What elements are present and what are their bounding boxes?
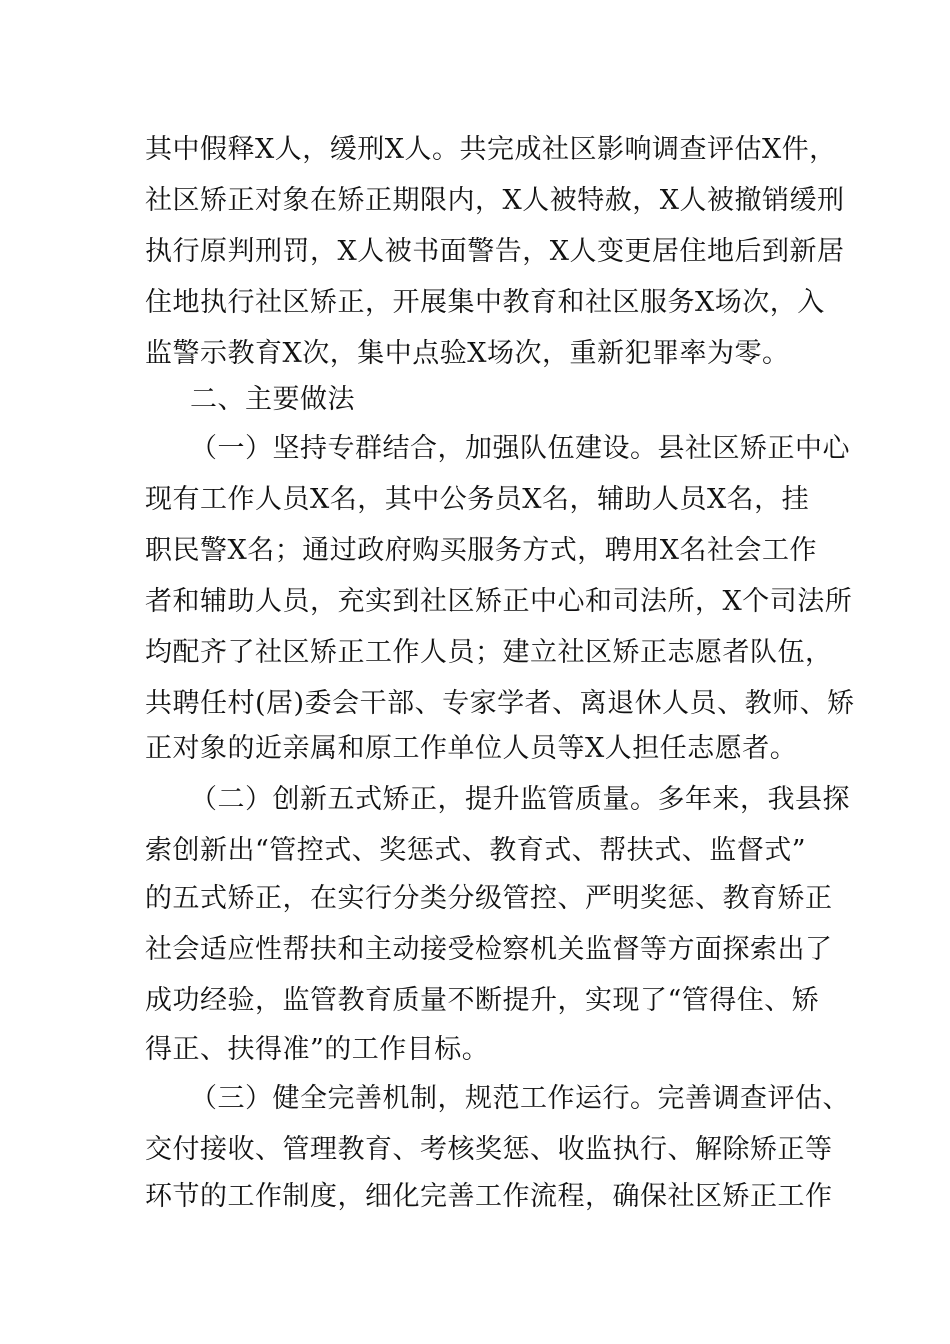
text-line: （三）健全完善机制，规范工作运行。完善调查评估、 [190, 1083, 850, 1114]
section-heading: 二、主要做法 [190, 384, 355, 415]
text-line: 监警示教育X次，集中点验X场次，重新犯罪率为零。 [145, 338, 790, 369]
text-line: 职民警X名；通过政府购买服务方式，聘用X名社会工作 [145, 535, 817, 566]
text-line: 住地执行社区矫正，开展集中教育和社区服务X场次，入 [145, 287, 825, 318]
text-line: （一）坚持专群结合，加强队伍建设。县社区矫正中心 [190, 433, 850, 464]
text-line: 社会适应性帮扶和主动接受检察机关监督等方面探索出了 [145, 934, 833, 965]
text-line: 其中假释X人，缓刑X人。共完成社区影响调查评估X件， [145, 134, 837, 165]
text-line: （二）创新五式矫正，提升监管质量。多年来，我县探 [190, 784, 850, 815]
text-line: 现有工作人员X名，其中公务员X名，辅助人员X名，挂 [145, 484, 810, 515]
text-line: 的五式矫正，在实行分类分级管控、严明奖惩、教育矫正 [145, 883, 833, 914]
text-line: 索创新出“管控式、奖惩式、教育式、帮扶式、监督式” [145, 835, 807, 866]
text-line: 社区矫正对象在矫正期限内，X人被特赦，X人被撤销缓刑 [145, 185, 845, 216]
text-line: 共聘任村(居)委会干部、专家学者、离退休人员、教师、矫 [145, 688, 855, 719]
text-line: 者和辅助人员，充实到社区矫正中心和司法所，X个司法所 [145, 586, 853, 617]
text-line: 得正、扶得准”的工作目标。 [145, 1034, 490, 1065]
text-line: 环节的工作制度，细化完善工作流程，确保社区矫正工作 [145, 1181, 833, 1212]
text-line: 执行原判刑罚，X人被书面警告，X人变更居住地后到新居 [145, 236, 845, 267]
text-line: 成功经验，监管教育质量不断提升，实现了“管得住、矫 [145, 985, 820, 1016]
text-line: 交付接收、管理教育、考核奖惩、收监执行、解除矫正等 [145, 1134, 833, 1165]
text-line: 正对象的近亲属和原工作单位人员等X人担任志愿者。 [145, 733, 798, 764]
text-line: 均配齐了社区矫正工作人员；建立社区矫正志愿者队伍， [145, 637, 833, 668]
